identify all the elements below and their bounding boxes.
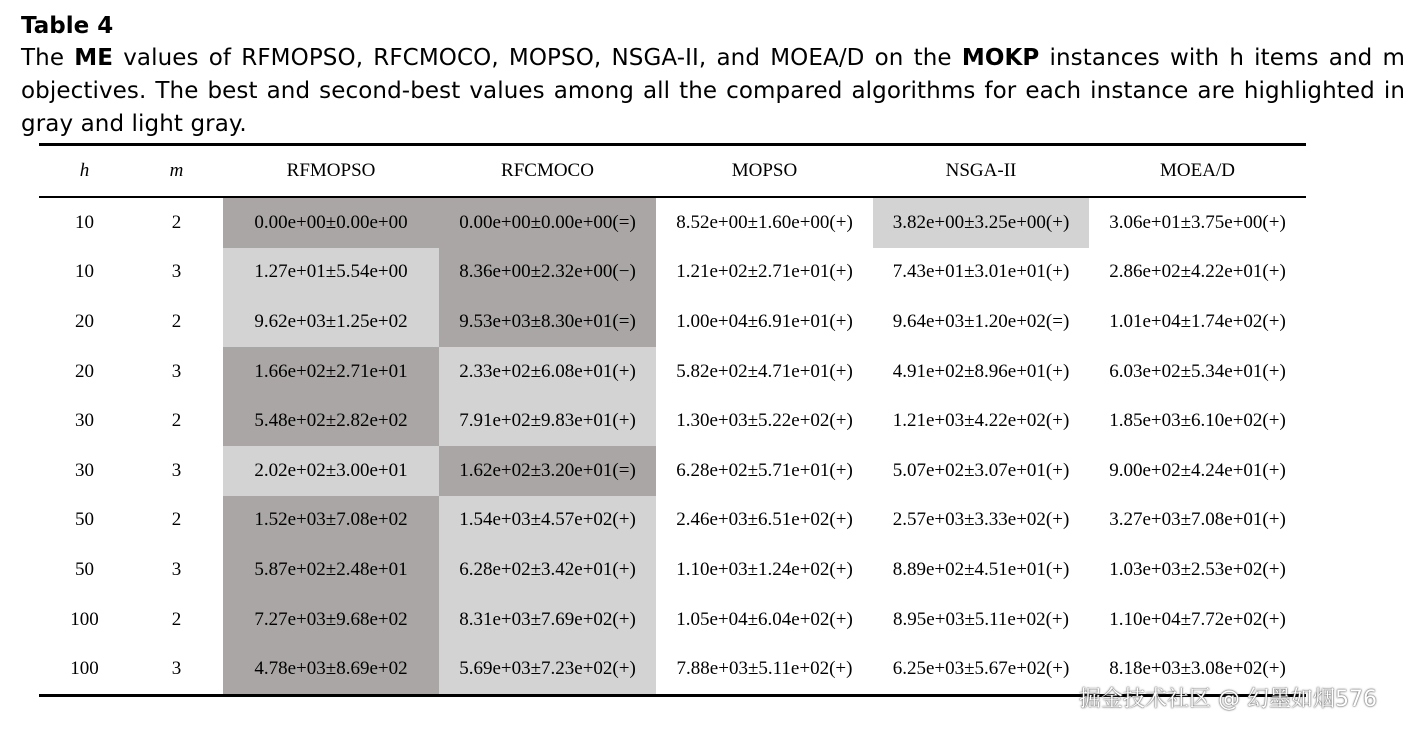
- cell-nsga-ii: 4.91e+02±8.96e+01(+): [892, 360, 1070, 382]
- cell-nsga-ii: 1.21e+03±4.22e+02(+): [892, 410, 1070, 432]
- cell-m: 3: [171, 459, 182, 481]
- cell-mopso: 8.52e+00±1.60e+00(+): [676, 211, 853, 233]
- cell-rfcmoco: 0.00e+00±0.00e+00(=): [439, 197, 656, 248]
- cell-h: 10: [75, 261, 94, 283]
- cell-rfcmoco: 6.28e+02±3.42e+01(+): [439, 545, 656, 595]
- cell-moea-d: 1.03e+03±2.53e+02(+): [1109, 558, 1286, 580]
- cell-rfmopso: 0.00e+00±0.00e+00: [223, 197, 439, 248]
- cell-nsga-ii: 6.25e+03±5.67e+02(+): [892, 658, 1070, 680]
- cell-mopso: 5.82e+02±4.71e+01(+): [676, 360, 853, 382]
- table-body: [39, 197, 1306, 695]
- cell-m: 3: [171, 261, 182, 283]
- results-table: [39, 143, 1306, 697]
- watermark: 掘金技术社区 @ 幻墨如烟576: [1079, 687, 1377, 712]
- header-moea-d: MOEA/D: [1089, 145, 1306, 198]
- table-row: [39, 446, 1306, 496]
- cell-moea-d: 1.10e+04±7.72e+02(+): [1109, 608, 1286, 630]
- cell-m: 2: [171, 410, 182, 432]
- cell-h: 30: [75, 459, 94, 481]
- cell-mopso: 6.28e+02±5.71e+01(+): [676, 459, 853, 481]
- cell-nsga-ii: 8.89e+02±4.51e+01(+): [892, 558, 1070, 580]
- cell-rfcmoco: 1.62e+02±3.20e+01(=): [439, 446, 656, 496]
- caption-text: [21, 42, 1405, 141]
- cell-rfcmoco: 8.31e+03±7.69e+02(+): [439, 595, 656, 645]
- caption-problem-mokp: MOKP: [961, 45, 1040, 71]
- cell-mopso: 2.46e+03±6.51e+02(+): [676, 509, 853, 531]
- table-caption: [21, 10, 1405, 141]
- cell-moea-d: 9.00e+02±4.24e+01(+): [1109, 459, 1286, 481]
- cell-h: 100: [70, 658, 99, 680]
- cell-nsga-ii: 7.43e+01±3.01e+01(+): [892, 261, 1070, 283]
- caption-text-part: The: [21, 45, 75, 71]
- table-row: [39, 248, 1306, 298]
- table-row: [39, 545, 1306, 595]
- cell-moea-d: 3.27e+03±7.08e+01(+): [1109, 509, 1286, 531]
- cell-moea-d: 3.06e+01±3.75e+00(+): [1109, 211, 1286, 233]
- table-row: [39, 595, 1306, 645]
- cell-h: 50: [75, 509, 94, 531]
- caption-text-part: values of RFMOPSO, RFCMOCO, MOPSO, NSGA-II, and MOEA/D on the: [113, 45, 962, 71]
- cell-h: 100: [70, 608, 99, 630]
- cell-h: 30: [75, 410, 94, 432]
- cell-mopso: 7.88e+03±5.11e+02(+): [676, 658, 853, 680]
- header-rfcmoco: RFCMOCO: [439, 145, 656, 198]
- cell-rfmopso: 7.27e+03±9.68e+02: [223, 595, 439, 645]
- table-row: [39, 396, 1306, 446]
- cell-m: 2: [171, 211, 182, 233]
- cell-mopso: 1.00e+04±6.91e+01(+): [676, 310, 853, 332]
- cell-rfcmoco: 9.53e+03±8.30e+01(=): [439, 297, 656, 347]
- cell-rfmopso: 2.02e+02±3.00e+01: [223, 446, 439, 496]
- cell-m: 2: [171, 608, 182, 630]
- header-m: m: [130, 145, 223, 198]
- cell-m: 3: [171, 658, 182, 680]
- cell-rfmopso: 9.62e+03±1.25e+02: [223, 297, 439, 347]
- cell-mopso: 1.30e+03±5.22e+02(+): [676, 410, 853, 432]
- results-table-container: [39, 143, 1306, 697]
- cell-m: 3: [171, 360, 182, 382]
- table-row: [39, 347, 1306, 397]
- cell-h: 20: [75, 360, 94, 382]
- cell-mopso: 1.21e+02±2.71e+01(+): [676, 261, 853, 283]
- cell-h: 10: [75, 211, 94, 233]
- header-h: h: [39, 145, 130, 198]
- cell-rfmopso: 5.87e+02±2.48e+01: [223, 545, 439, 595]
- cell-moea-d: 6.03e+02±5.34e+01(+): [1109, 360, 1286, 382]
- table-row: [39, 197, 1306, 248]
- cell-mopso: 1.10e+03±1.24e+02(+): [676, 558, 853, 580]
- cell-nsga-ii: 5.07e+02±3.07e+01(+): [892, 459, 1070, 481]
- cell-nsga-ii: 3.82e+00±3.25e+00(+): [873, 197, 1089, 248]
- cell-rfcmoco: 7.91e+02±9.83e+01(+): [439, 396, 656, 446]
- cell-nsga-ii: 9.64e+03±1.20e+02(=): [892, 310, 1070, 332]
- cell-mopso: 1.05e+04±6.04e+02(+): [676, 608, 853, 630]
- cell-rfcmoco: 2.33e+02±6.08e+01(+): [439, 347, 656, 397]
- cell-rfcmoco: 1.54e+03±4.57e+02(+): [439, 496, 656, 546]
- cell-m: 2: [171, 509, 182, 531]
- cell-rfcmoco: 5.69e+03±7.23e+02(+): [439, 644, 656, 695]
- cell-rfcmoco: 8.36e+00±2.32e+00(−): [439, 248, 656, 298]
- cell-nsga-ii: 2.57e+03±3.33e+02(+): [892, 509, 1070, 531]
- cell-rfmopso: 4.78e+03±8.69e+02: [223, 644, 439, 695]
- caption-metric-me: ME: [74, 45, 114, 71]
- cell-h: 50: [75, 558, 94, 580]
- cell-nsga-ii: 8.95e+03±5.11e+02(+): [893, 608, 1069, 630]
- table-row: [39, 496, 1306, 546]
- cell-moea-d: 1.01e+04±1.74e+02(+): [1109, 310, 1286, 332]
- cell-rfmopso: 5.48e+02±2.82e+02: [223, 396, 439, 446]
- cell-m: 2: [171, 310, 182, 332]
- cell-rfmopso: 1.66e+02±2.71e+01: [223, 347, 439, 397]
- header-nsga-ii: NSGA-II: [873, 145, 1089, 198]
- header-rfmopso: RFMOPSO: [223, 145, 439, 198]
- caption-text-part: instances with h items and m objectives. The best and second-best values among all the compared algorithms for each instance are highlighted in gray and light gray.: [21, 45, 1405, 137]
- cell-moea-d: 1.85e+03±6.10e+02(+): [1109, 410, 1286, 432]
- table-row: [39, 297, 1306, 347]
- cell-h: 20: [75, 310, 94, 332]
- cell-rfmopso: 1.27e+01±5.54e+00: [223, 248, 439, 298]
- cell-m: 3: [171, 558, 182, 580]
- cell-moea-d: 2.86e+02±4.22e+01(+): [1109, 261, 1286, 283]
- header-row: [39, 145, 1306, 198]
- cell-rfmopso: 1.52e+03±7.08e+02: [223, 496, 439, 546]
- table-label: Table 4: [21, 13, 114, 39]
- header-mopso: MOPSO: [656, 145, 873, 198]
- cell-moea-d: 8.18e+03±3.08e+02(+): [1109, 658, 1286, 680]
